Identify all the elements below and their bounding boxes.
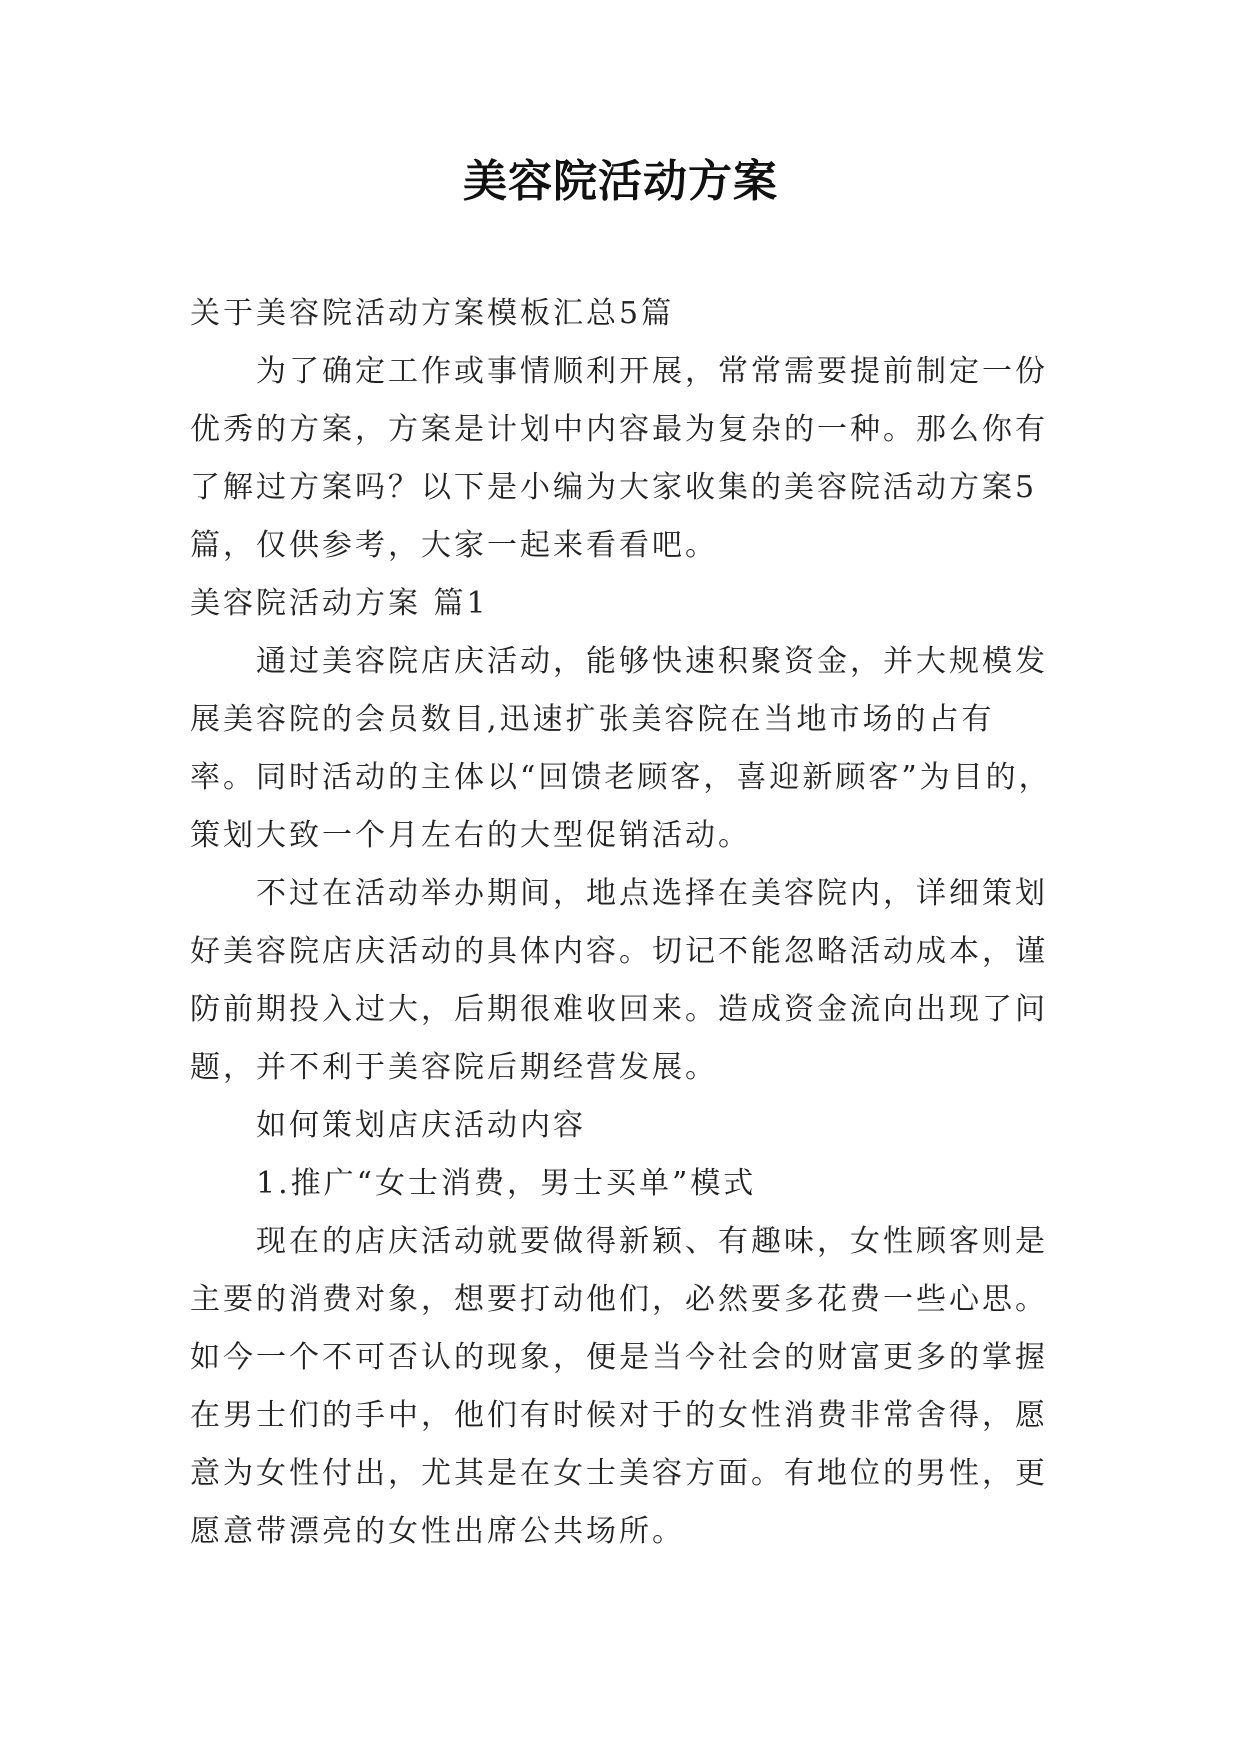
section-heading: 美容院活动方案 篇1 xyxy=(190,586,489,621)
document-title: 美容院活动方案 xyxy=(463,156,778,207)
intro-paragraph: 为了确定工作或事情顺利开展，常常需要提前制定一份优秀的方案，方案是计划中内容最为复杂的一种。那么你有了解过方案吗？以下是小编为大家收集的美容院活动方案5篇，仅供参考，大家一起来看看吧。 xyxy=(190,354,1048,563)
body-paragraph: 现在的店庆活动就要做得新颖、有趣味，女性顾客则是主要的消费对象，想要打动他们，必然要多花费一些心思。如今一个不可否认的现象，便是当今社会的财富更多的掌握在男士们的手中，他们有时候对于的女性消费非常舍得，愿意为女性付出，尤其是在女士美容方面。有地位的男性，更愿意带漂亮的女性出席公共场所。 xyxy=(190,1224,1048,1549)
subsection-heading: 如何策划店庆活动内容 xyxy=(256,1108,586,1143)
body-paragraph: 不过在活动举办期间，地点选择在美容院内，详细策划好美容院店庆活动的具体内容。切记不能忽略活动成本，谨防前期投入过大，后期很难收回来。造成资金流向出现了问题，并不利于美容院后期经营发展。 xyxy=(190,876,1048,1085)
body-paragraph: 通过美容院店庆活动，能够快速积聚资金，并大规模发展美容院的会员数目,迅速扩张美容院在当地市场的占有率。同时活动的主体以“回馈老顾客，喜迎新顾客”为目的，策划大致一个月左右的大型促销活动。 xyxy=(190,644,1052,853)
document-subtitle: 关于美容院活动方案模板汇总5篇 xyxy=(190,296,675,331)
list-item-heading: 1.推广“女士消费，男士买单”模式 xyxy=(256,1166,757,1201)
document-body xyxy=(190,285,1060,1561)
